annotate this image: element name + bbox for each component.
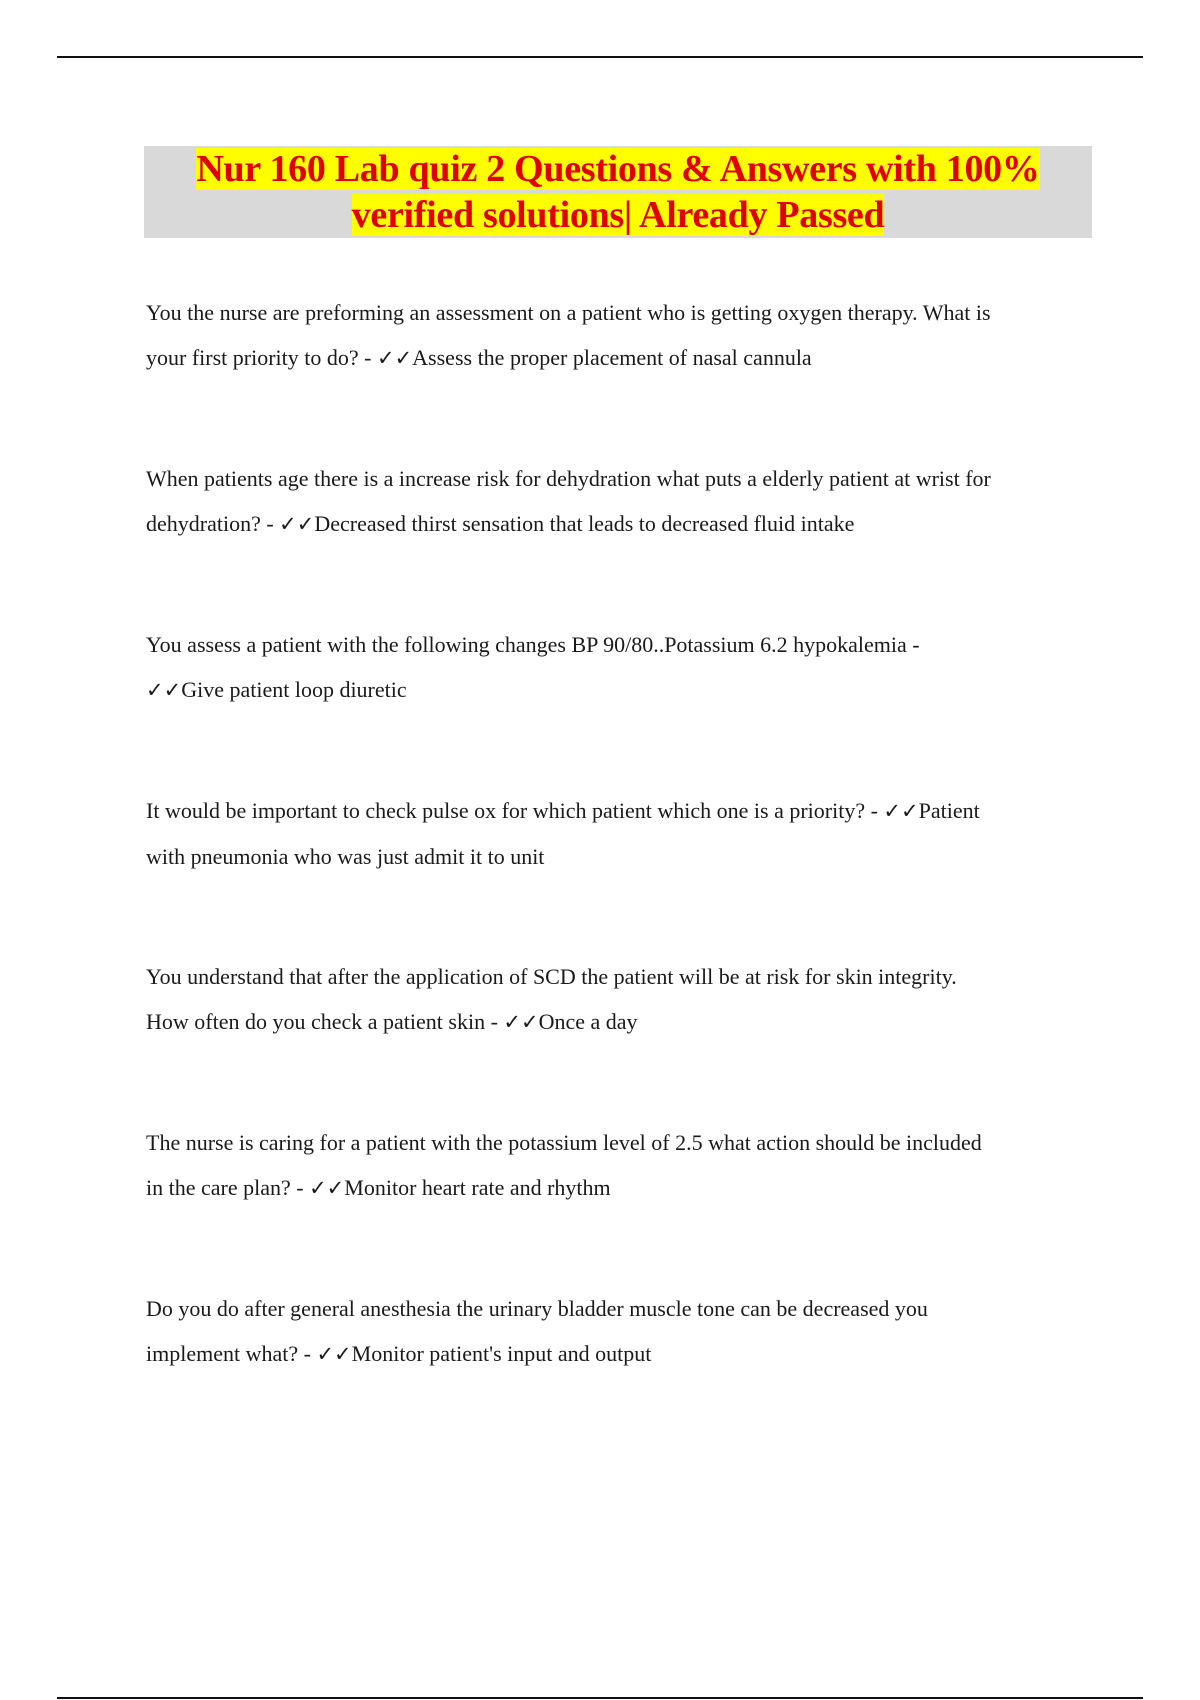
question-text: in the care plan? - — [146, 1175, 310, 1200]
question-line: Do you do after general anesthesia the urinary bladder muscle tone can be decreased you — [146, 1296, 928, 1321]
title-line-2: verified solutions| Already Passed — [351, 194, 885, 236]
answer-text: Decreased thirst sensation that leads to decreased fluid intake — [314, 511, 855, 536]
document-title — [144, 146, 1092, 238]
qa-item-6 — [146, 1120, 1086, 1286]
answer-line — [146, 667, 1086, 713]
top-rule — [57, 56, 1143, 58]
answer-text: Assess the proper placement of nasal cannula — [412, 345, 812, 370]
question-text: It would be important to check pulse ox for which patient which one is a priority? - — [146, 798, 884, 823]
answer-line — [146, 501, 1086, 547]
double-check-icon: ✓✓ — [316, 1342, 352, 1366]
question-line: When patients age there is a increase risk for dehydration what puts a elderly patient at wrist for — [146, 466, 991, 491]
question-text: your first priority to do? - — [146, 345, 377, 370]
answer-text: Patient — [918, 798, 980, 823]
qa-item-2 — [146, 456, 1086, 622]
title-line-1: Nur 160 Lab quiz 2 Questions & Answers with 100% — [196, 148, 1040, 190]
qa-item-3 — [146, 622, 1086, 788]
question-text: implement what? - — [146, 1341, 317, 1366]
question-line: You assess a patient with the following changes BP 90/80..Potassium 6.2 hypokalemia - — [146, 632, 920, 657]
question-line: You the nurse are preforming an assessment on a patient who is getting oxygen therapy. What is — [146, 300, 991, 325]
qa-item-7 — [146, 1286, 1086, 1452]
question-answer-list — [146, 290, 1086, 1452]
answer-line — [146, 1331, 1086, 1377]
answer-text: Monitor patient's input and output — [351, 1341, 652, 1366]
double-check-icon: ✓✓ — [309, 1176, 345, 1200]
answer-text: Monitor heart rate and rhythm — [344, 1175, 611, 1200]
question-line: You understand that after the application of SCD the patient will be at risk for skin integrity. — [146, 964, 957, 989]
answer-line — [146, 999, 1086, 1045]
qa-item-4 — [146, 788, 1086, 954]
question-text: dehydration? - — [146, 511, 280, 536]
double-check-icon: ✓✓ — [883, 799, 919, 823]
double-check-icon: ✓✓ — [376, 346, 413, 370]
answer-line — [146, 335, 1086, 381]
question-line — [146, 788, 1086, 834]
qa-item-5 — [146, 954, 1086, 1120]
double-check-icon: ✓✓ — [503, 1010, 539, 1034]
double-check-icon: ✓✓ — [146, 678, 182, 702]
qa-item-1 — [146, 290, 1086, 456]
question-text: How often do you check a patient skin - — [146, 1009, 504, 1034]
double-check-icon: ✓✓ — [279, 512, 315, 536]
answer-text: Once a day — [538, 1009, 638, 1034]
answer-text: Give patient loop diuretic — [181, 677, 407, 702]
answer-line: with pneumonia who was just admit it to unit — [146, 844, 545, 869]
bottom-rule — [57, 1697, 1143, 1699]
question-line: The nurse is caring for a patient with the potassium level of 2.5 what action should be included — [146, 1130, 982, 1155]
answer-line — [146, 1165, 1086, 1211]
